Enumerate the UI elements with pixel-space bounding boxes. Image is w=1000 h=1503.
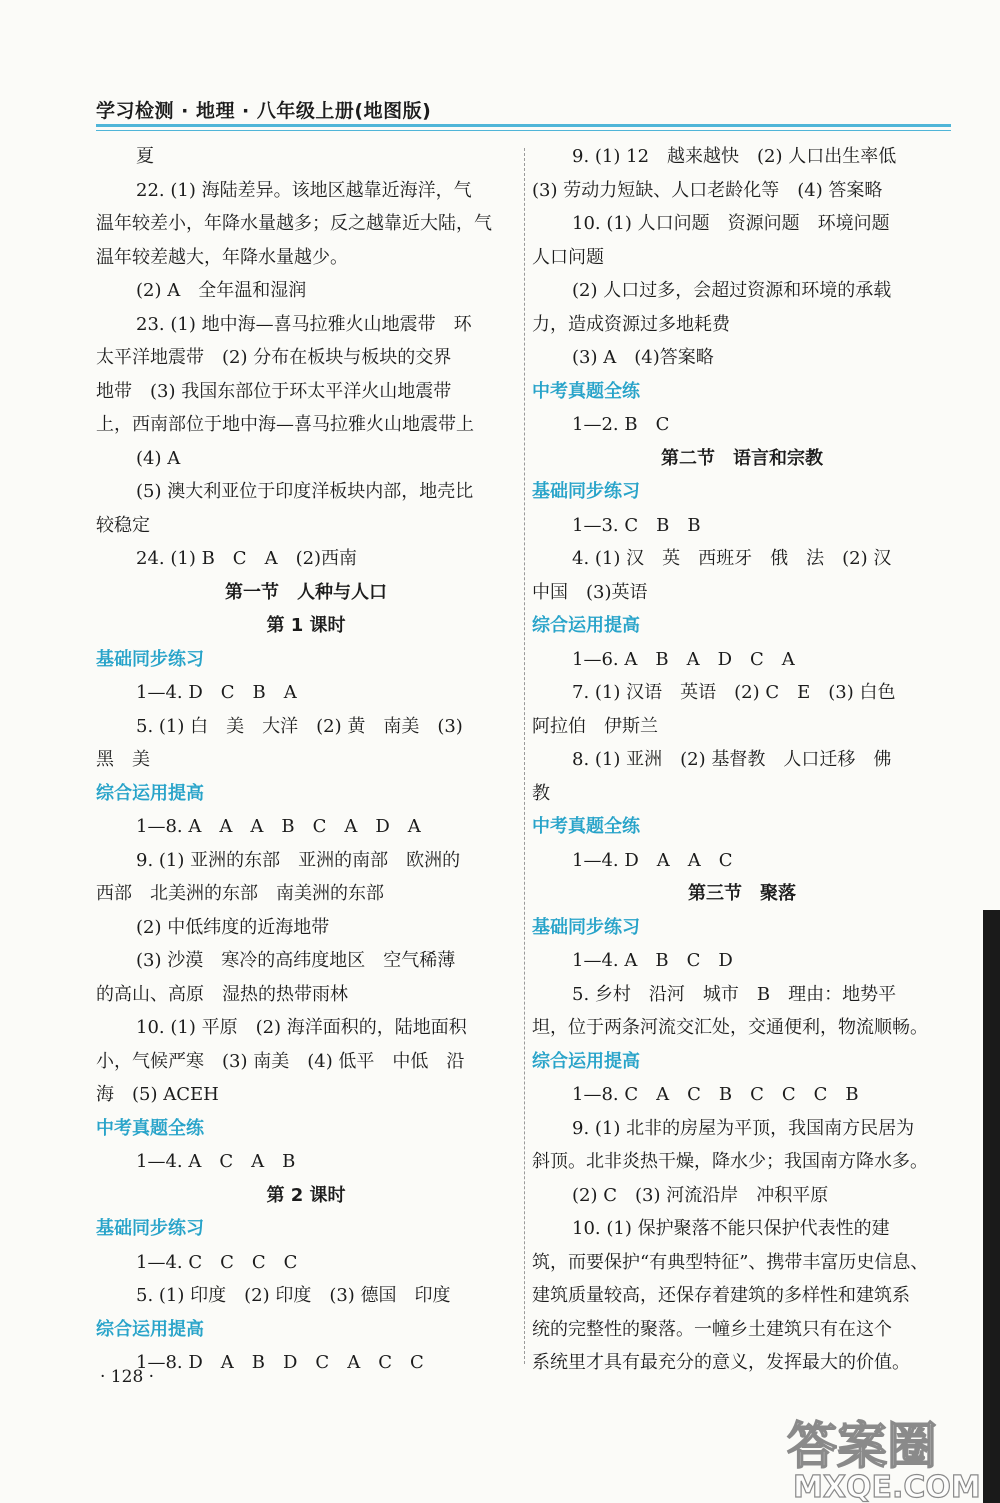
answer-line: 1—4. C C C C bbox=[136, 1251, 298, 1273]
section-heading: 基础同步练习 bbox=[532, 481, 640, 502]
answer-line: 较稳定 bbox=[96, 514, 150, 536]
right-column bbox=[532, 140, 952, 1380]
page-number: · 128 · bbox=[100, 1367, 155, 1387]
answer-line: 1—3. C B B bbox=[572, 514, 701, 536]
answer-line: 温年较差越大，年降水量越少。 bbox=[96, 246, 348, 268]
answer-line: 建筑质量较高，还保存着建筑的多样性和建筑系 bbox=[532, 1285, 910, 1306]
answer-line: 地带 (3) 我国东部位于环太平洋火山地震带 bbox=[96, 380, 452, 402]
answer-line: 9. (1) 亚洲的东部 亚洲的南部 欧洲的 bbox=[136, 849, 461, 871]
answer-line: 坦，位于两条河流交汇处，交通便利，物流顺畅。 bbox=[532, 1017, 928, 1038]
answer-line: 23. (1) 地中海—喜马拉雅火山地震带 环 bbox=[136, 313, 472, 335]
section-heading: 综合运用提高 bbox=[96, 1318, 204, 1340]
header-rule-thick bbox=[96, 124, 951, 127]
answer-line: 上，西南部位于地中海—喜马拉雅火山地震带上 bbox=[96, 414, 474, 435]
answer-line: (3) 劳动力短缺、人口老龄化等 (4) 答案略 bbox=[532, 179, 883, 201]
section-title: 第 2 课时 bbox=[266, 1184, 346, 1206]
answer-line: 1—4. D A A C bbox=[572, 849, 733, 871]
answer-line: 1—8. C A C B C C C B bbox=[572, 1084, 859, 1105]
answer-line: 系统里才具有最充分的意义，发挥最大的价值。 bbox=[532, 1352, 910, 1373]
answer-line: (2) C (3) 河流沿岸 冲积平原 bbox=[572, 1184, 829, 1206]
answer-line: (4) A bbox=[136, 447, 181, 469]
answer-line: 太平洋地震带 (2) 分布在板块与板块的交界 bbox=[96, 347, 452, 368]
answer-line: 海 (5) ACEH bbox=[96, 1084, 219, 1105]
answer-line: 的高山、高原 湿热的热带雨林 bbox=[96, 983, 348, 1005]
answer-line: (2) A 全年温和湿润 bbox=[136, 280, 307, 301]
answer-line: 8. (1) 亚洲 (2) 基督教 人口迁移 佛 bbox=[572, 749, 892, 770]
answer-line: 教 bbox=[532, 782, 550, 804]
answer-line: 1—4. D C B A bbox=[136, 682, 297, 703]
answer-line: 5. (1) 白 美 大洋 (2) 黄 南美 (3) bbox=[136, 715, 463, 737]
watermark-text: 答案圈 bbox=[787, 1417, 937, 1475]
answer-line: 1—2. B C bbox=[572, 414, 670, 435]
header-rule-thin bbox=[96, 130, 951, 131]
column-divider bbox=[524, 148, 526, 1364]
answer-line: 9. (1) 12 越来越快 (2) 人口出生率低 bbox=[572, 146, 897, 167]
watermark-logo bbox=[775, 1405, 995, 1503]
section-heading: 中考真题全练 bbox=[96, 1117, 204, 1139]
left-column bbox=[96, 140, 516, 1380]
section-title: 第三节 聚落 bbox=[688, 883, 796, 904]
answer-line: 温年较差小，年降水量越多；反之越靠近大陆，气 bbox=[96, 213, 492, 234]
section-heading: 中考真题全练 bbox=[532, 380, 640, 402]
answer-line: 中国 (3)英语 bbox=[532, 581, 648, 603]
section-title: 第二节 语言和宗教 bbox=[661, 447, 823, 469]
answer-line: 1—4. A B C D bbox=[572, 950, 733, 971]
section-heading: 基础同步练习 bbox=[532, 916, 640, 938]
answer-line: 1—4. A C A B bbox=[136, 1151, 296, 1172]
answer-line: 1—8. A A A B C A D A bbox=[136, 816, 421, 837]
answer-line: 24. (1) B C A (2)西南 bbox=[136, 548, 358, 569]
section-heading: 基础同步练习 bbox=[96, 1218, 204, 1239]
answer-line: (5) 澳大利亚位于印度洋板块内部，地壳比 bbox=[136, 481, 474, 502]
answer-line: 力，造成资源过多地耗费 bbox=[532, 313, 730, 335]
section-heading: 综合运用提高 bbox=[532, 1050, 640, 1072]
answer-line: 10. (1) 人口问题 资源问题 环境问题 bbox=[572, 213, 890, 234]
answer-line: 统的完整性的聚落。一幢乡土建筑只有在这个 bbox=[532, 1318, 892, 1340]
answer-line: 1—8. D A B D C A C C bbox=[136, 1352, 424, 1373]
answer-line: 9. (1) 北非的房屋为平顶，我国南方民居为 bbox=[572, 1117, 915, 1139]
answer-line: 1—6. A B A D C A bbox=[572, 648, 795, 670]
answer-line: 筑，而要保护“有典型特征”、携带丰富历史信息、 bbox=[532, 1251, 929, 1273]
answer-line: 22. (1) 海陆差异。该地区越靠近海洋，气 bbox=[136, 179, 472, 201]
running-header: 学习检测 · 地理 · 八年级上册(地图版) bbox=[96, 100, 432, 122]
answer-line: 10. (1) 平原 (2) 海洋面积的，陆地面积 bbox=[136, 1017, 467, 1038]
section-heading: 中考真题全练 bbox=[532, 816, 640, 837]
answer-line: (2) 中低纬度的近海地带 bbox=[136, 916, 330, 938]
answer-line: (3) 沙漠 寒冷的高纬度地区 空气稀薄 bbox=[136, 950, 456, 971]
answer-line: 人口问题 bbox=[532, 246, 604, 268]
answer-line: 阿拉伯 伊斯兰 bbox=[532, 715, 658, 737]
answer-line: 5. (1) 印度 (2) 印度 (3) 德国 印度 bbox=[136, 1285, 451, 1306]
section-title: 第一节 人种与人口 bbox=[225, 581, 387, 603]
section-heading: 基础同步练习 bbox=[96, 648, 204, 670]
answer-line: 斜顶。北非炎热干燥，降水少；我国南方降水多。 bbox=[532, 1151, 928, 1172]
answer-line: 5. 乡村 沿河 城市 B 理由：地势平 bbox=[572, 983, 897, 1005]
section-heading: 综合运用提高 bbox=[96, 782, 204, 804]
answer-line: 小，气候严寒 (3) 南美 (4) 低平 中低 沿 bbox=[96, 1050, 465, 1072]
answer-line: 黑 美 bbox=[96, 749, 150, 770]
section-heading: 综合运用提高 bbox=[532, 615, 640, 636]
answer-line: (2) 人口过多，会超过资源和环境的承载 bbox=[572, 280, 892, 301]
answer-line: 西部 北美洲的东部 南美洲的东部 bbox=[96, 883, 384, 904]
answer-line: 10. (1) 保护聚落不能只保护代表性的建 bbox=[572, 1218, 890, 1239]
answer-line: 7. (1) 汉语 英语 (2) C E (3) 白色 bbox=[572, 682, 896, 703]
watermark-url: MXQE.COM bbox=[793, 1470, 981, 1503]
section-title: 第 1 课时 bbox=[266, 615, 346, 636]
answer-line: 夏 bbox=[136, 146, 154, 167]
answer-line: (3) A (4)答案略 bbox=[572, 347, 714, 368]
answer-line: 4. (1) 汉 英 西班牙 俄 法 (2) 汉 bbox=[572, 548, 892, 569]
